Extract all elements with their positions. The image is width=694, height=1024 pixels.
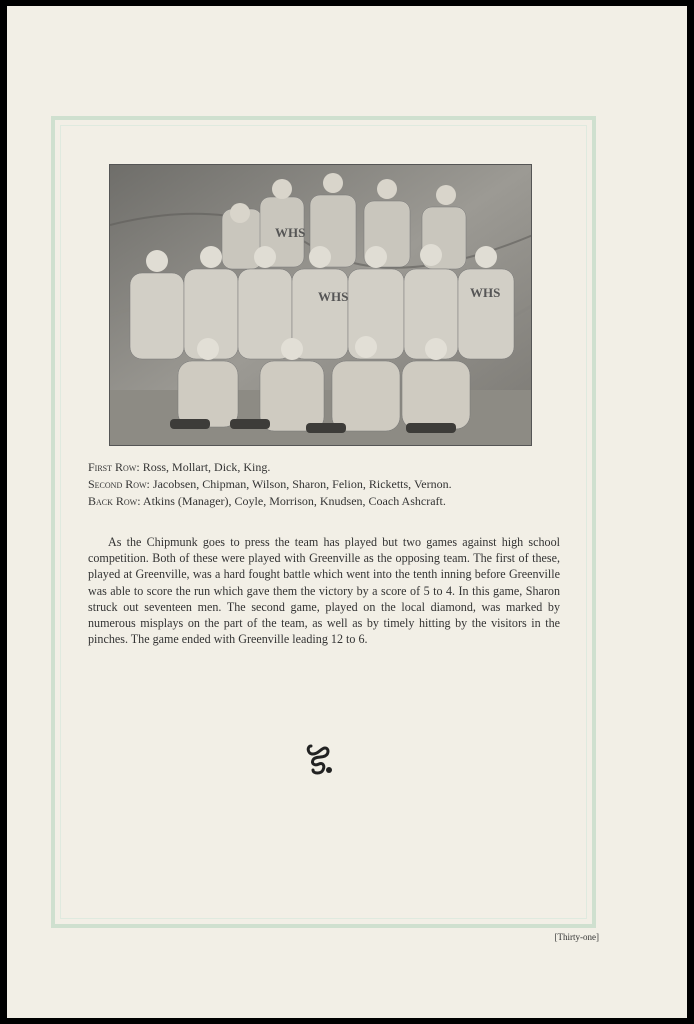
photo-caption (88, 459, 568, 510)
caption-first-row (88, 459, 568, 476)
svg-text:WHS: WHS (470, 285, 501, 300)
ornament-icon (303, 740, 335, 780)
yearbook-page (7, 6, 687, 1018)
team-photo (109, 164, 532, 446)
second-row-label: Second Row: (88, 477, 150, 491)
back-row-label: Back Row: (88, 494, 141, 508)
article-body (88, 534, 560, 647)
back-row-names: Atkins (Manager), Coyle, Morrison, Knudsen, Coach Ashcraft. (142, 494, 446, 508)
first-row-label: First Row: (88, 460, 140, 474)
article-paragraph: As the Chipmunk goes to press the team has played but two games against high school competition. Both of these were played with Greenville as the opposing team. The first of these, played at Greenville, was a hard fought battle which went into the tenth inning before Greenville was able to score the run which gave them the victory by a score of 5 to 4. In this game, Sharon struck out seventeen men. The second game, played on the local diamond, was marked by numerous misplays on the part of the team, as well as by timely hitting by the visitors in the pinches. The game ended with Greenville leading 12 to 6. (88, 535, 560, 647)
first-row-names: Ross, Mollart, Dick, King. (142, 460, 271, 474)
team-photo-image (110, 165, 532, 446)
caption-second-row (88, 476, 568, 493)
page-number: [Thirty-one] (554, 932, 599, 942)
caption-back-row (88, 493, 568, 510)
second-row-names: Jacobsen, Chipman, Wilson, Sharon, Felion, Ricketts, Vernon. (152, 477, 452, 491)
svg-text:WHS: WHS (318, 289, 349, 304)
svg-text:WHS: WHS (275, 225, 306, 240)
